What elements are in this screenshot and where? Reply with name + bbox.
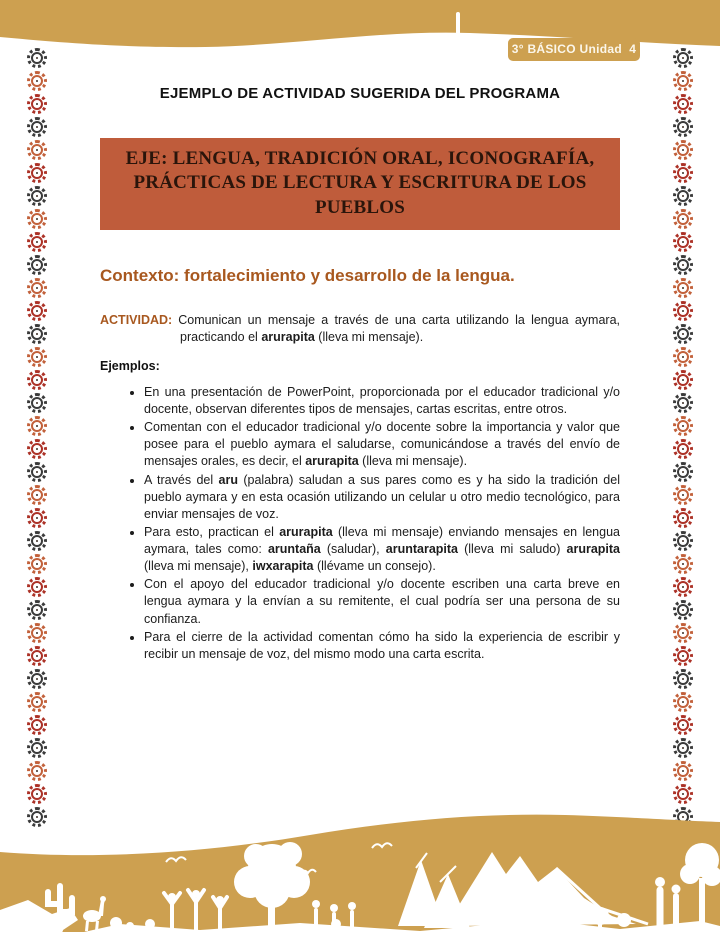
rosette-icon [673,439,693,459]
rosette-icon [27,278,47,298]
examples-heading: Ejemplos: [100,358,160,373]
rosette-icon [27,462,47,482]
rosette-icon [673,278,693,298]
rosette-icon [673,186,693,206]
rosette-icon [673,48,693,68]
rosette-icon [27,301,47,321]
activity-paragraph [100,312,620,347]
rosette-icon [673,347,693,367]
rosette-icon [673,577,693,597]
page-title: EJEMPLO DE ACTIVIDAD SUGERIDA DEL PROGRAMA [159,85,561,102]
rosette-icon [27,669,47,689]
list-item: • A través del aru (palabra) saludan a sus pares como es y ha sido la tradición del pueblo aymara y en esta ocasión utilizando un celular u otro medio tecnológico, para enviar mensajes de voz. [144,472,620,523]
rosette-icon [27,623,47,643]
footer-landscape-illustration [0,790,720,932]
rosette-icon [673,324,693,344]
rosette-icon [27,71,47,91]
rosette-icon [673,94,693,114]
rosette-icon [673,255,693,275]
rosette-icon [27,94,47,114]
rosette-icon [673,301,693,321]
rosette-icon [673,71,693,91]
rosette-icon [673,508,693,528]
rosette-icon [673,209,693,229]
rosette-icon [673,462,693,482]
unit-badge: 3° BÁSICO Unidad 4 [508,38,640,61]
rosette-icon [27,393,47,413]
rosette-icon [673,416,693,436]
rosette-icon [673,531,693,551]
activity-text: Comunican un mensaje a través de una carta utilizando la lengua aymara, practicando el arurapita (lleva mi mensaje). [178,312,620,345]
right-border-ornament [673,48,693,830]
rosette-icon [673,715,693,735]
activity-label: ACTIVIDAD: [100,312,173,327]
rosette-icon [673,669,693,689]
list-item: • Con el apoyo del educador tradicional y/o docente escriben una carta breve en lengua aymara y la envían a su remitente, el cual podría ser una persona de su confianza. [144,576,620,627]
rosette-icon [27,600,47,620]
rosette-icon [27,324,47,344]
rosette-icon [27,347,47,367]
banner-notch [456,12,460,38]
rosette-icon [27,554,47,574]
rosette-icon [27,370,47,390]
list-item: • En una presentación de PowerPoint, proporcionada por el educador tradicional y/o docente, observan diferentes tipos de mensajes, cartas escritas, entre otros. [144,384,620,418]
rosette-icon [27,761,47,781]
rosette-icon [27,140,47,160]
rosette-icon [27,508,47,528]
list-item: • Comentan con el educador tradicional y/o docente sobre la importancia y valor que posee para el pueblo aymara el saludarse, comunicándose a través del envío de mensajes orales, es decir, el arurapita (lleva mi mensaje). [144,419,620,470]
rosette-icon [27,738,47,758]
rosette-icon [27,485,47,505]
context-heading: Contexto: fortalecimiento y desarrollo de la lengua. [100,265,515,285]
list-item: • Para esto, practican el arurapita (lleva mi mensaje) enviando mensajes en lengua aymara, tales como: aruntaña (saludar), aruntarapita (lleva mi saludo) arurapita (lleva mi mensaje), iwxarapita (llévame un consejo). [144,524,620,575]
rosette-icon [27,715,47,735]
rosette-icon [673,738,693,758]
rosette-icon [27,646,47,666]
rosette-icon [673,623,693,643]
rosette-icon [27,163,47,183]
rosette-icon [27,255,47,275]
rosette-icon [673,554,693,574]
rosette-icon [27,531,47,551]
rosette-icon [27,209,47,229]
rosette-icon [673,600,693,620]
rosette-icon [673,163,693,183]
footer-gold-wave [0,815,720,932]
rosette-icon [27,692,47,712]
document-content [100,85,620,664]
eje-banner-line1: EJE: LENGUA, TRADICIÓN ORAL, ICONOGRAFÍA, [125,148,595,169]
rosette-icon [673,692,693,712]
rosette-icon [673,370,693,390]
rosette-icon [673,140,693,160]
rosette-icon [673,393,693,413]
rosette-icon [673,761,693,781]
eje-banner-line2: PRÁCTICAS DE LECTURA Y ESCRITURA DE LOS PUEBLOS [133,172,587,218]
examples-list [100,384,620,663]
rosette-icon [673,485,693,505]
rosette-icon [27,577,47,597]
rosette-icon [673,232,693,252]
rosette-icon [27,439,47,459]
rosette-icon [673,646,693,666]
rosette-icon [27,48,47,68]
left-border-ornament [27,48,47,830]
rosette-icon [27,232,47,252]
rosette-icon [673,117,693,137]
rosette-icon [27,186,47,206]
rosette-icon [27,117,47,137]
eje-banner [100,138,620,230]
rosette-icon [27,416,47,436]
list-item: • Para el cierre de la actividad comentan cómo ha sido la experiencia de escribir y recibir un mensaje de voz, del mismo modo una carta escrita. [144,629,620,663]
